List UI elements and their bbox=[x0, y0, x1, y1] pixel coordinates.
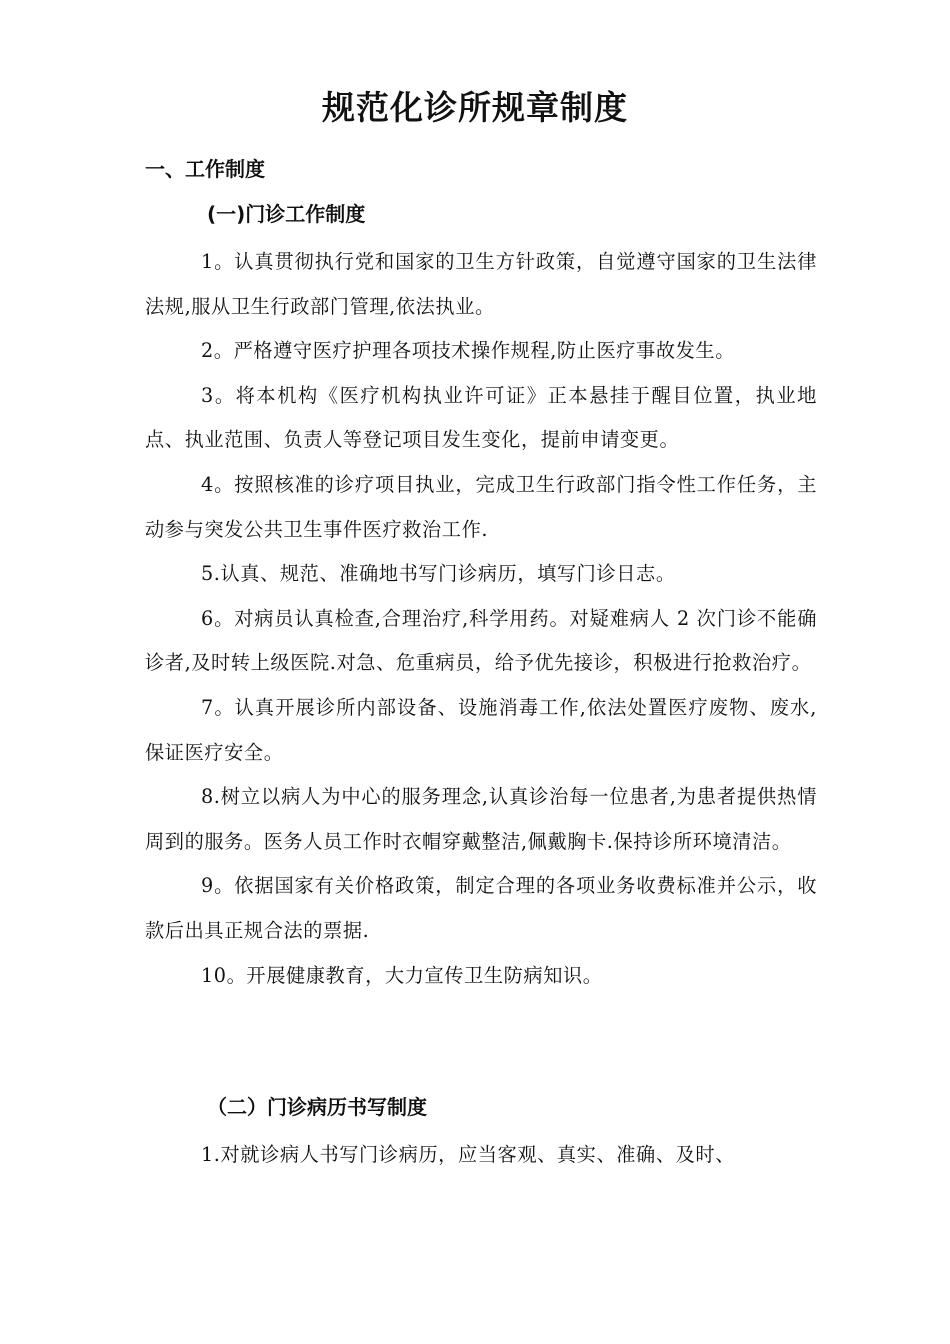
rule-item: 1。认真贯彻执行党和国家的卫生方针政策，自觉遵守国家的卫生法律法规,服从卫生行政部门管理,依法执业。 bbox=[145, 250, 817, 318]
outpatient-work-rules-list bbox=[145, 240, 817, 998]
rule-item: 10。开展健康教育，大力宣传卫生防病知识。 bbox=[201, 963, 603, 987]
rule-item: 3。将本机构《医疗机构执业许可证》正本悬挂于醒目位置，执业地点、执业范围、负责人等登记项目发生变化，提前申请变更。 bbox=[145, 383, 817, 452]
medical-records-rules-list bbox=[145, 1133, 817, 1178]
rule-item: 6。对病员认真检查,合理治疗,科学用药。对疑难病人 2 次门诊不能确诊者,及时转上级医院.对急、危重病员，给予优先接诊，积极进行抢救治疗。 bbox=[145, 606, 817, 675]
rule-item: 9。依据国家有关价格政策，制定合理的各项业务收费标准并公示，收款后出具正规合法的票据. bbox=[145, 874, 817, 942]
rule-item: 1.对就诊病人书写门诊病历，应当客观、真实、准确、及时、 bbox=[201, 1143, 735, 1166]
document-title: 规范化诊所规章制度 bbox=[322, 88, 628, 127]
rule-item: 2。严格遵守医疗护理各项技术操作规程,防止医疗事故发生。 bbox=[201, 339, 735, 363]
rule-item: 4。按照核准的诊疗项目执业，完成卫生行政部门指令性工作任务，主动参与突发公共卫生事件医疗救治工作. bbox=[145, 472, 817, 541]
section-heading-work-rules: 一、工作制度 bbox=[145, 157, 265, 181]
rule-item: 7。认真开展诊所内部设备、设施消毒工作,依法处置医疗废物、废水,保证医疗安全。 bbox=[145, 695, 817, 764]
rule-item: 5.认真、规范、准确地书写门诊病历，填写门诊日志。 bbox=[201, 562, 676, 586]
subsection-heading-outpatient-work: (一)门诊工作制度 bbox=[207, 202, 366, 226]
rule-item: 8.树立以病人为中心的服务理念,认真诊治每一位患者,为患者提供热情周到的服务。医务人员工作时衣帽穿戴整洁,佩戴胸卡.保持诊所环境清洁。 bbox=[145, 785, 817, 853]
subsection-heading-medical-records: （二）门诊病历书写制度 bbox=[207, 1095, 427, 1119]
